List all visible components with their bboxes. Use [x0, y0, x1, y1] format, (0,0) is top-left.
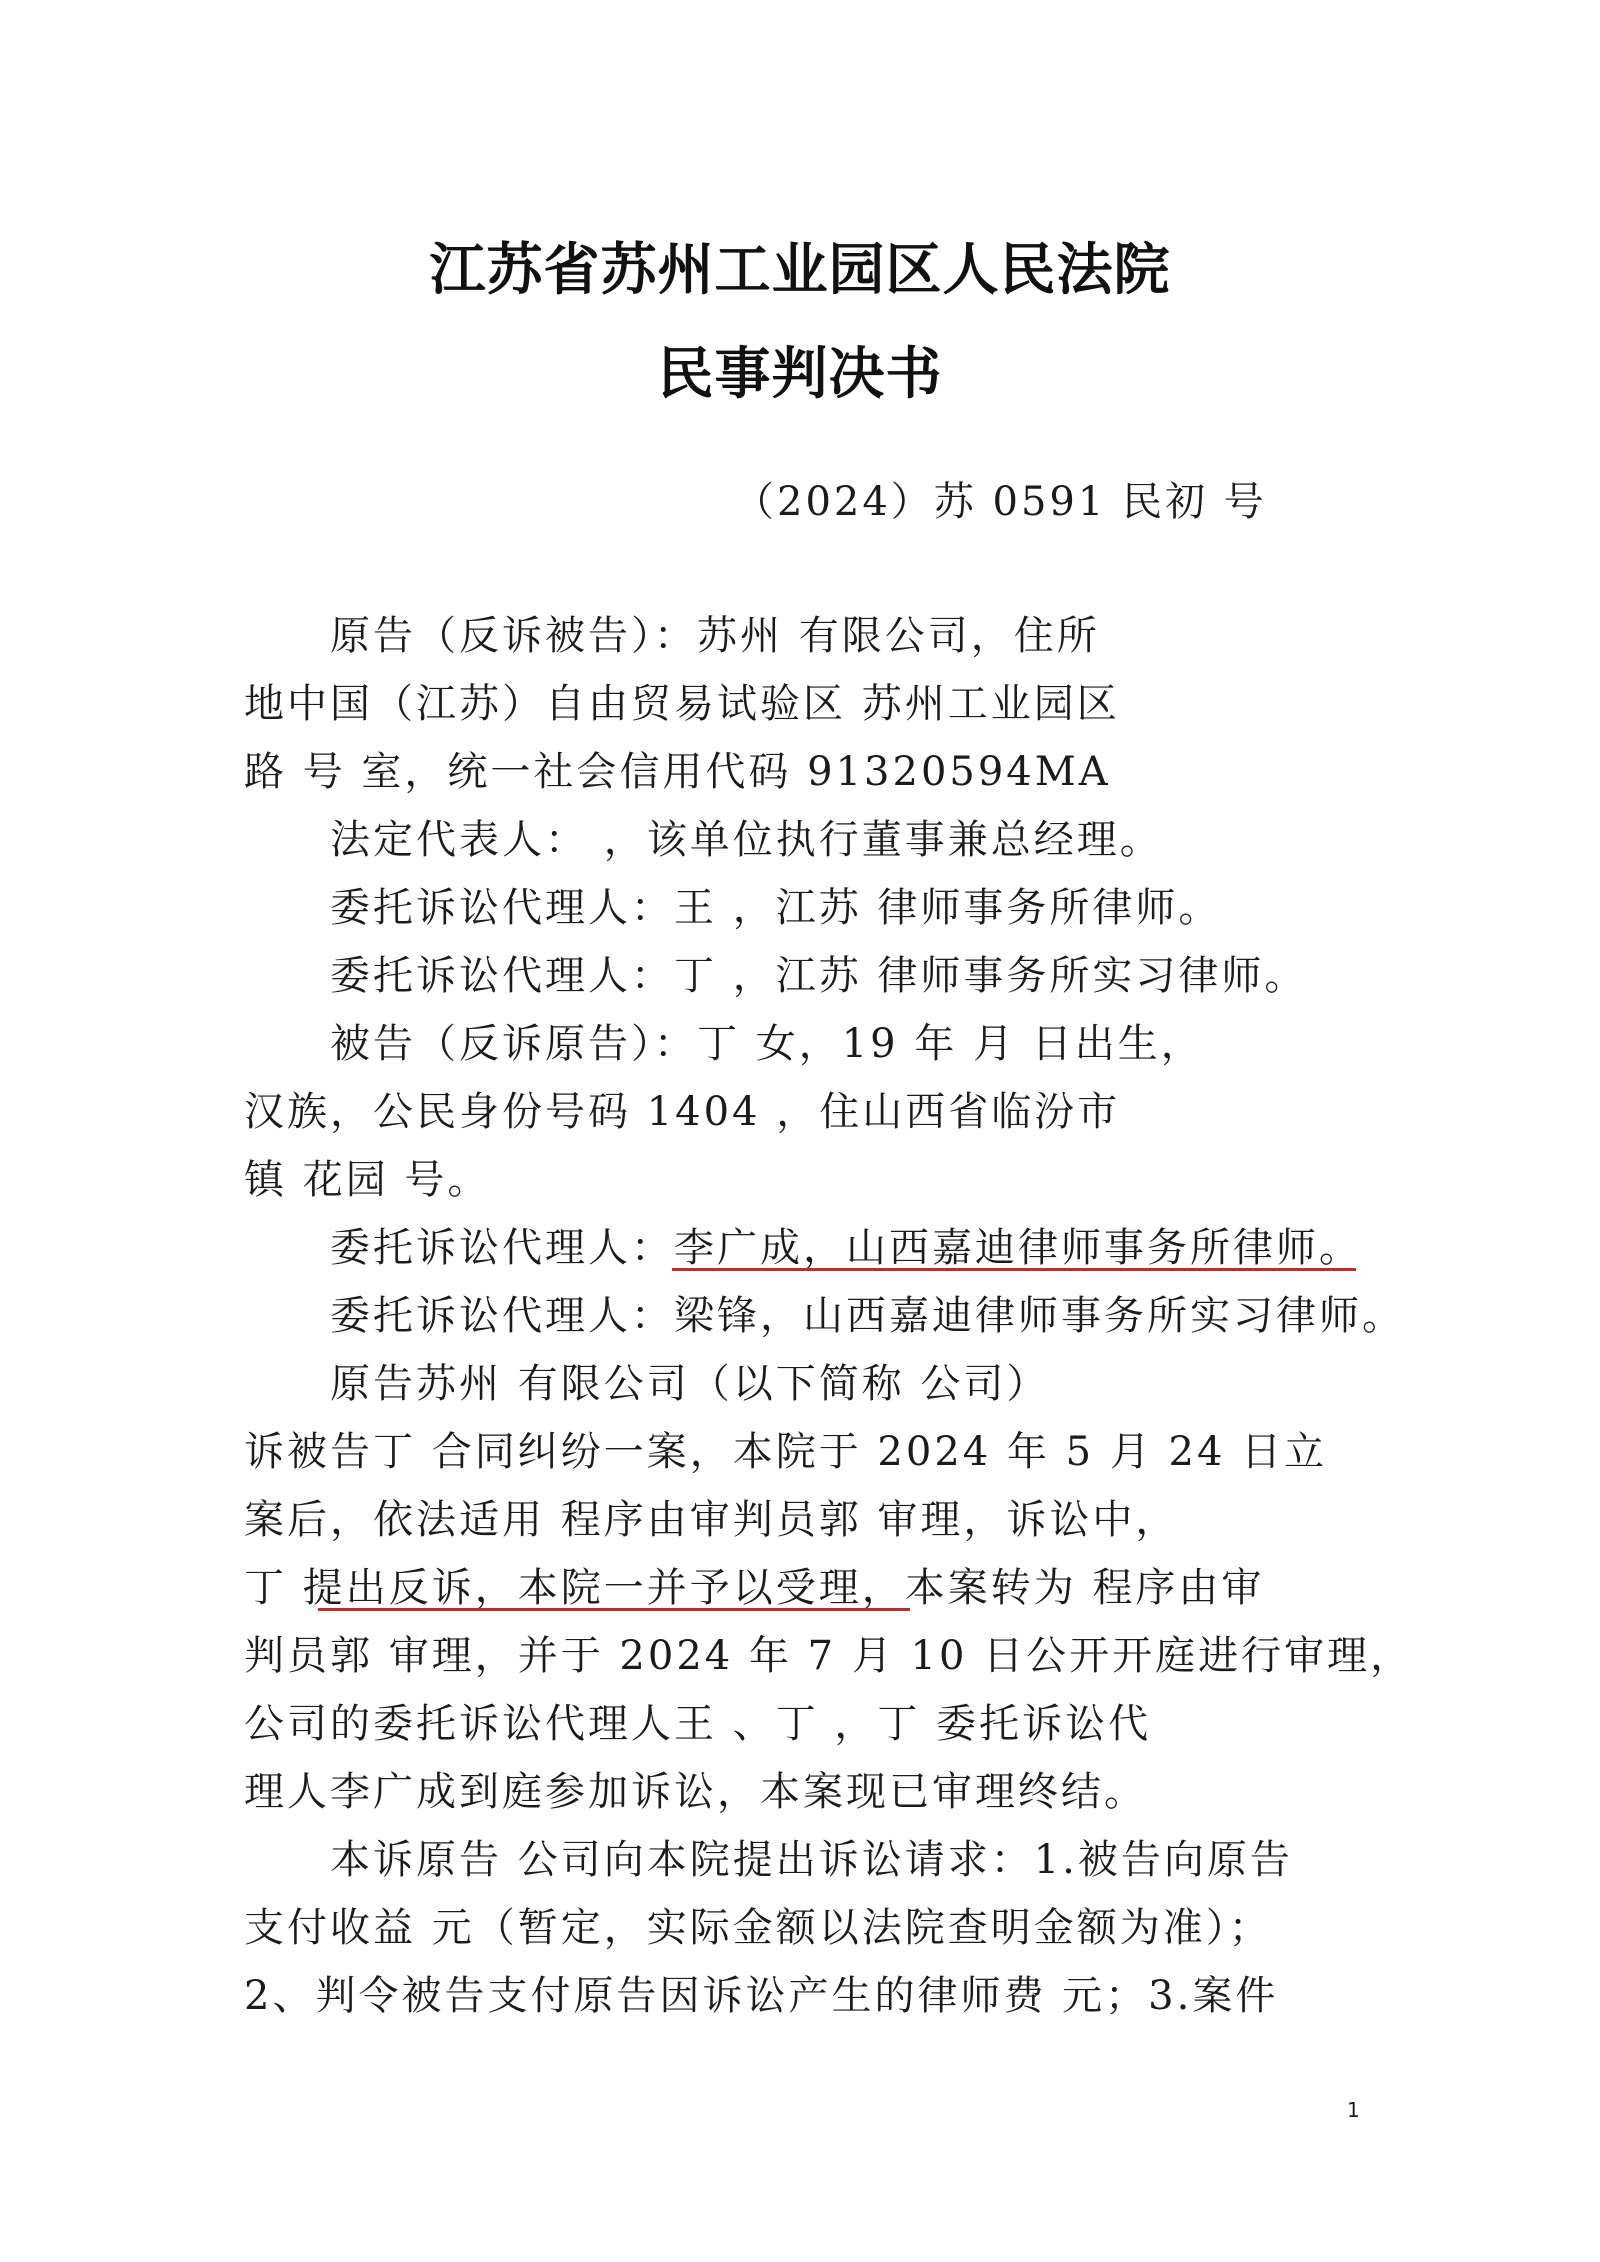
paragraph-line: 判员郭 审理，并于 2024 年 7 月 10 日公开开庭进行审理， — [244, 1633, 1414, 1679]
paragraph-line: 诉被告丁 合同纠纷一案，本院于 2024 年 5 月 24 日立 — [244, 1429, 1328, 1475]
paragraph-line: 委托诉讼代理人：梁锋，山西嘉迪律师事务所实习律师。 — [330, 1293, 1405, 1339]
paragraph-line: 原告（反诉被告）：苏州 有限公司，住所 — [330, 613, 1100, 659]
page-number: 1 — [1347, 2098, 1360, 2122]
document-type-title: 民事判决书 — [657, 342, 943, 407]
red-underline-counterclaim — [318, 1608, 910, 1611]
paragraph-line: 镇 花园 号。 — [244, 1157, 491, 1203]
case-number: （2024）苏 0591 民初 号 — [734, 479, 1267, 525]
paragraph-line: 本诉原告 公司向本院提出诉讼请求：1.被告向原告 — [330, 1837, 1293, 1883]
paragraph-line: 被告（反诉原告）：丁 女，19 年 月 日出生， — [330, 1021, 1204, 1067]
red-underline-agent — [672, 1268, 1356, 1271]
paragraph-line: 委托诉讼代理人：丁 ，江苏 律师事务所实习律师。 — [330, 953, 1308, 999]
paragraph-line: 原告苏州 有限公司（以下简称 公司） — [330, 1361, 1050, 1407]
paragraph-line: 路 号 室，统一社会信用代码 91320594MA — [244, 749, 1111, 795]
paragraph-line-highlighted: 丁 提出反诉，本院一并予以受理，本案转为 程序由审 — [244, 1565, 1265, 1611]
paragraph-line: 法定代表人： ，该单位执行董事兼总经理。 — [330, 817, 1163, 863]
paragraph-line: 委托诉讼代理人：王 ，江苏 律师事务所律师。 — [330, 885, 1222, 931]
paragraph-line-highlighted: 委托诉讼代理人：李广成，山西嘉迪律师事务所律师。 — [330, 1225, 1362, 1271]
paragraph-line: 理人李广成到庭参加诉讼，本案现已审理终结。 — [244, 1769, 1147, 1815]
paragraph-line: 汉族，公民身份号码 1404 ，住山西省临汾市 — [244, 1089, 1121, 1135]
paragraph-line: 公司的委托诉讼代理人王 、丁 ，丁 委托诉讼代 — [244, 1701, 1152, 1747]
paragraph-line: 地中国（江苏）自由贸易试验区 苏州工业园区 — [244, 681, 1120, 727]
paragraph-line: 支付收益 元（暂定，实际金额以法院查明金额为准）； — [244, 1905, 1272, 1951]
court-title: 江苏省苏州工业园区人民法院 — [429, 238, 1171, 303]
paragraph-line: 2、判令被告支付原告因诉讼产生的律师费 元；3.案件 — [244, 1973, 1279, 2019]
paragraph-line: 案后，依法适用 程序由审判员郭 审理，诉讼中， — [244, 1497, 1179, 1543]
